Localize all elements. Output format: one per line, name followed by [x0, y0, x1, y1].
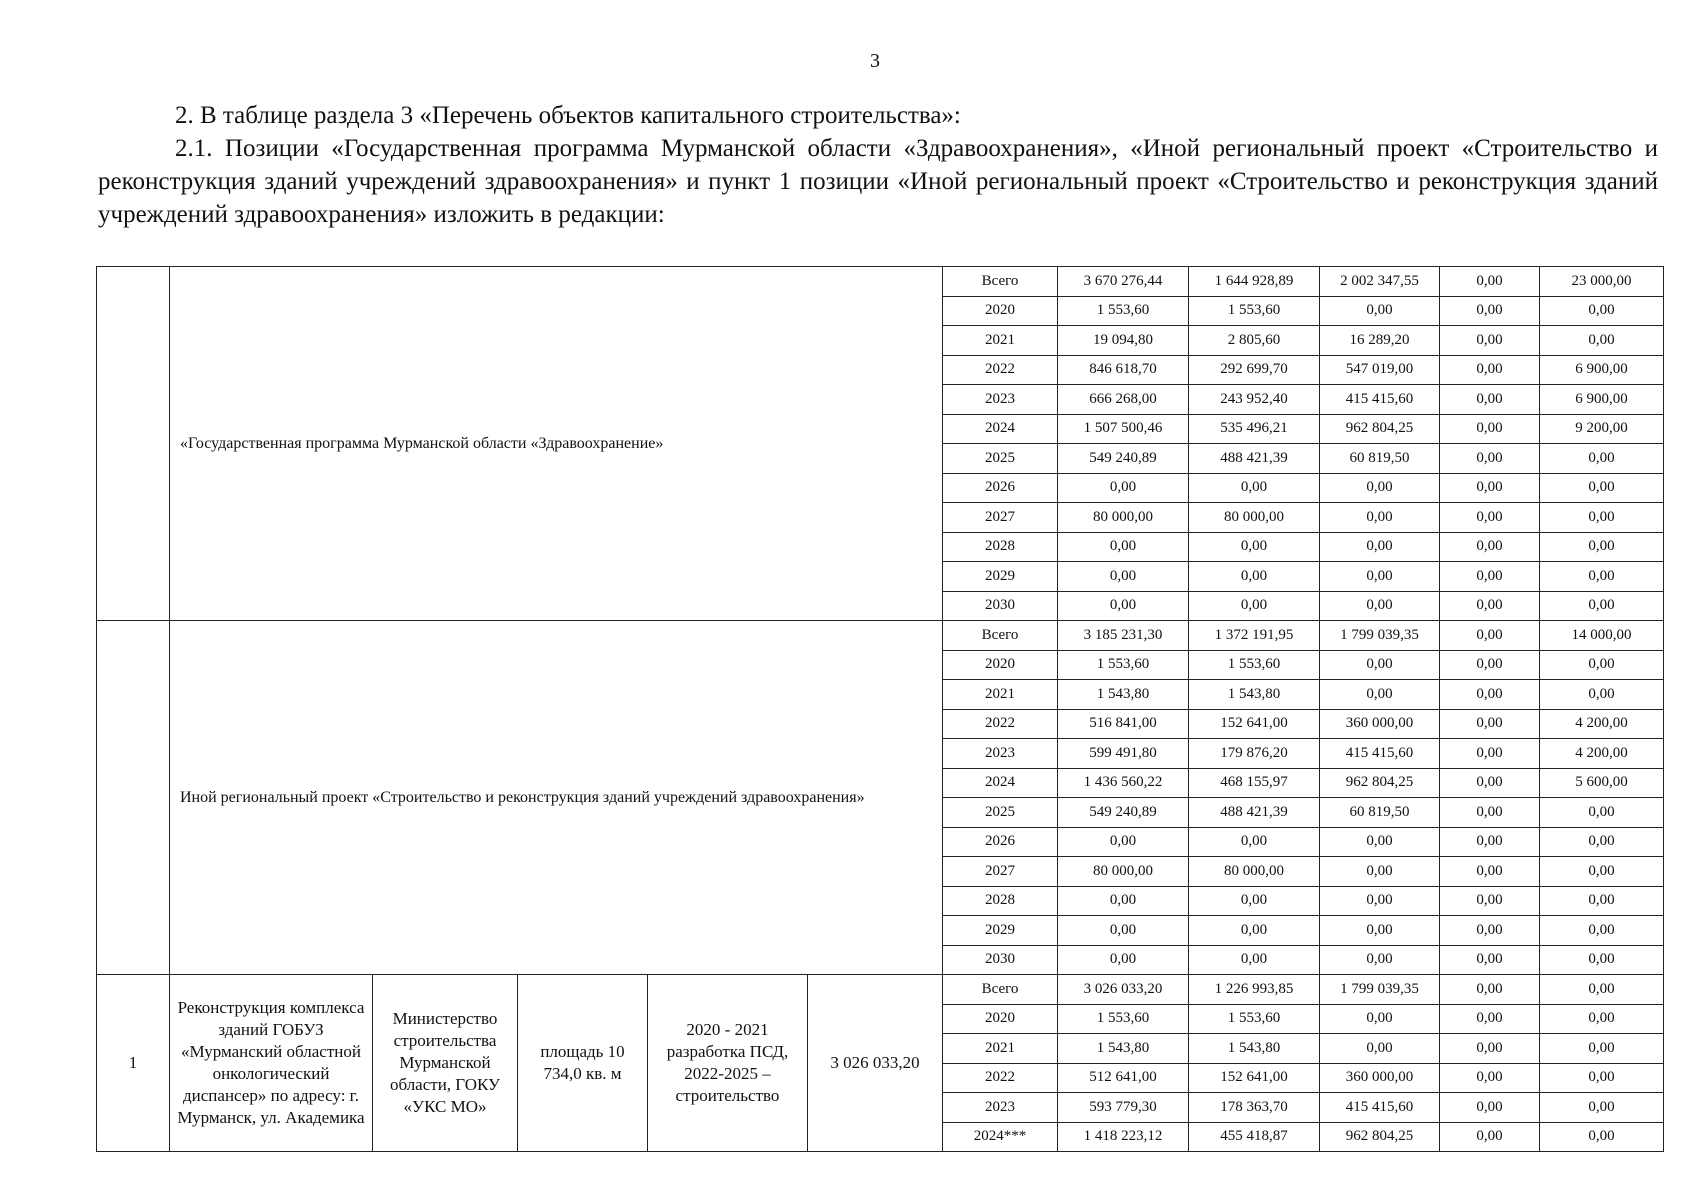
local-budget-cell: 0,00 — [1440, 857, 1540, 887]
extra-budget-cell: 0,00 — [1540, 503, 1664, 533]
total-cell: 1 436 560,22 — [1058, 768, 1189, 798]
regional-budget-cell: 16 289,20 — [1320, 326, 1440, 356]
object-name-cell: Реконструкция комплекса зданий ГОБУЗ «Мурманский областной онкологический диспансер» по адресу: г. Мурманск, ул. Академика — [170, 975, 373, 1152]
regional-budget-cell: 0,00 — [1320, 886, 1440, 916]
local-budget-cell: 0,00 — [1440, 532, 1540, 562]
federal-budget-cell: 0,00 — [1189, 562, 1320, 592]
year-cell: 2026 — [943, 473, 1058, 503]
regional-budget-cell: 0,00 — [1320, 1004, 1440, 1034]
year-cell: 2026 — [943, 827, 1058, 857]
regional-budget-cell: 0,00 — [1320, 827, 1440, 857]
federal-budget-cell: 178 363,70 — [1189, 1093, 1320, 1123]
regional-budget-cell: 415 415,60 — [1320, 1093, 1440, 1123]
page-number: 3 — [870, 50, 880, 72]
year-cell: 2030 — [943, 945, 1058, 975]
customer-cell: Министерство строительства Мурманской области, ГОКУ «УКС МО» — [373, 975, 518, 1152]
federal-budget-cell: 1 543,80 — [1189, 680, 1320, 710]
year-cell: 2022 — [943, 709, 1058, 739]
local-budget-cell: 0,00 — [1440, 591, 1540, 621]
federal-budget-cell: 243 952,40 — [1189, 385, 1320, 415]
federal-budget-cell: 0,00 — [1189, 473, 1320, 503]
total-cell: 19 094,80 — [1058, 326, 1189, 356]
paragraph-1: 2. В таблице раздела 3 «Перечень объектов капитального строительства»: — [175, 102, 961, 129]
regional-budget-cell: 1 799 039,35 — [1320, 975, 1440, 1005]
row-number-cell — [97, 267, 170, 621]
total-cell: 80 000,00 — [1058, 503, 1189, 533]
local-budget-cell: 0,00 — [1440, 1122, 1540, 1152]
federal-budget-cell: 1 644 928,89 — [1189, 267, 1320, 297]
federal-budget-cell: 488 421,39 — [1189, 798, 1320, 828]
year-cell: Всего — [943, 621, 1058, 651]
extra-budget-cell: 0,00 — [1540, 532, 1664, 562]
extra-budget-cell: 0,00 — [1540, 444, 1664, 474]
extra-budget-cell: 6 900,00 — [1540, 355, 1664, 385]
year-cell: 2028 — [943, 886, 1058, 916]
total-cell: 549 240,89 — [1058, 444, 1189, 474]
extra-budget-cell: 0,00 — [1540, 886, 1664, 916]
table-row — [97, 267, 1664, 297]
federal-budget-cell: 1 553,60 — [1189, 296, 1320, 326]
total-cell: 846 618,70 — [1058, 355, 1189, 385]
local-budget-cell: 0,00 — [1440, 886, 1540, 916]
capacity-cell: площадь 10 734,0 кв. м — [518, 975, 648, 1152]
year-cell: 2024 — [943, 414, 1058, 444]
total-cell: 512 641,00 — [1058, 1063, 1189, 1093]
federal-budget-cell: 2 805,60 — [1189, 326, 1320, 356]
table-row — [97, 621, 1664, 651]
regional-budget-cell: 0,00 — [1320, 473, 1440, 503]
total-cell: 549 240,89 — [1058, 798, 1189, 828]
year-cell: 2020 — [943, 296, 1058, 326]
row-number-cell — [97, 621, 170, 975]
federal-budget-cell: 468 155,97 — [1189, 768, 1320, 798]
total-cell: 1 553,60 — [1058, 296, 1189, 326]
federal-budget-cell: 535 496,21 — [1189, 414, 1320, 444]
local-budget-cell: 0,00 — [1440, 355, 1540, 385]
regional-budget-cell: 0,00 — [1320, 591, 1440, 621]
federal-budget-cell: 455 418,87 — [1189, 1122, 1320, 1152]
total-cell: 0,00 — [1058, 591, 1189, 621]
regional-budget-cell: 0,00 — [1320, 503, 1440, 533]
regional-budget-cell: 0,00 — [1320, 296, 1440, 326]
extra-budget-cell: 5 600,00 — [1540, 768, 1664, 798]
extra-budget-cell: 0,00 — [1540, 1122, 1664, 1152]
federal-budget-cell: 80 000,00 — [1189, 857, 1320, 887]
local-budget-cell: 0,00 — [1440, 473, 1540, 503]
regional-budget-cell: 962 804,25 — [1320, 768, 1440, 798]
year-cell: 2021 — [943, 1034, 1058, 1064]
federal-budget-cell: 1 543,80 — [1189, 1034, 1320, 1064]
year-cell: 2025 — [943, 798, 1058, 828]
regional-budget-cell: 1 799 039,35 — [1320, 621, 1440, 651]
total-cell: 1 543,80 — [1058, 1034, 1189, 1064]
extra-budget-cell: 6 900,00 — [1540, 385, 1664, 415]
regional-budget-cell: 415 415,60 — [1320, 739, 1440, 769]
year-cell: 2020 — [943, 1004, 1058, 1034]
local-budget-cell: 0,00 — [1440, 709, 1540, 739]
estimated-cost-cell: 3 026 033,20 — [808, 975, 943, 1152]
regional-budget-cell: 962 804,25 — [1320, 414, 1440, 444]
federal-budget-cell: 0,00 — [1189, 886, 1320, 916]
federal-budget-cell: 80 000,00 — [1189, 503, 1320, 533]
extra-budget-cell: 0,00 — [1540, 827, 1664, 857]
extra-budget-cell: 0,00 — [1540, 326, 1664, 356]
regional-budget-cell: 60 819,50 — [1320, 444, 1440, 474]
regional-budget-cell: 0,00 — [1320, 680, 1440, 710]
year-cell: 2020 — [943, 650, 1058, 680]
program-title-cell: Иной региональный проект «Строительство и реконструкция зданий учреждений здравоохранения» — [170, 621, 943, 975]
local-budget-cell: 0,00 — [1440, 1004, 1540, 1034]
extra-budget-cell: 9 200,00 — [1540, 414, 1664, 444]
regional-budget-cell: 547 019,00 — [1320, 355, 1440, 385]
year-cell: 2030 — [943, 591, 1058, 621]
extra-budget-cell: 0,00 — [1540, 296, 1664, 326]
total-cell: 3 185 231,30 — [1058, 621, 1189, 651]
extra-budget-cell: 0,00 — [1540, 680, 1664, 710]
total-cell: 1 543,80 — [1058, 680, 1189, 710]
extra-budget-cell: 0,00 — [1540, 1063, 1664, 1093]
year-cell: Всего — [943, 975, 1058, 1005]
extra-budget-cell: 0,00 — [1540, 650, 1664, 680]
extra-budget-cell: 0,00 — [1540, 798, 1664, 828]
regional-budget-cell: 360 000,00 — [1320, 1063, 1440, 1093]
extra-budget-cell: 0,00 — [1540, 1093, 1664, 1123]
regional-budget-cell: 0,00 — [1320, 857, 1440, 887]
year-cell: 2022 — [943, 355, 1058, 385]
local-budget-cell: 0,00 — [1440, 827, 1540, 857]
year-cell: 2024 — [943, 768, 1058, 798]
capital-construction-table — [96, 266, 1664, 1152]
regional-budget-cell: 0,00 — [1320, 945, 1440, 975]
item-number-cell: 1 — [97, 975, 170, 1152]
total-cell: 80 000,00 — [1058, 857, 1189, 887]
year-cell: 2025 — [943, 444, 1058, 474]
local-budget-cell: 0,00 — [1440, 326, 1540, 356]
federal-budget-cell: 152 641,00 — [1189, 709, 1320, 739]
local-budget-cell: 0,00 — [1440, 267, 1540, 297]
local-budget-cell: 0,00 — [1440, 975, 1540, 1005]
federal-budget-cell: 1 372 191,95 — [1189, 621, 1320, 651]
extra-budget-cell: 0,00 — [1540, 916, 1664, 946]
extra-budget-cell: 0,00 — [1540, 1004, 1664, 1034]
total-cell: 593 779,30 — [1058, 1093, 1189, 1123]
extra-budget-cell: 0,00 — [1540, 857, 1664, 887]
local-budget-cell: 0,00 — [1440, 739, 1540, 769]
local-budget-cell: 0,00 — [1440, 296, 1540, 326]
total-cell: 0,00 — [1058, 473, 1189, 503]
total-cell: 1 418 223,12 — [1058, 1122, 1189, 1152]
year-cell: 2028 — [943, 532, 1058, 562]
local-budget-cell: 0,00 — [1440, 621, 1540, 651]
regional-budget-cell: 360 000,00 — [1320, 709, 1440, 739]
federal-budget-cell: 152 641,00 — [1189, 1063, 1320, 1093]
total-cell: 0,00 — [1058, 945, 1189, 975]
extra-budget-cell: 0,00 — [1540, 1034, 1664, 1064]
federal-budget-cell: 0,00 — [1189, 916, 1320, 946]
local-budget-cell: 0,00 — [1440, 945, 1540, 975]
year-cell: 2027 — [943, 857, 1058, 887]
federal-budget-cell: 488 421,39 — [1189, 444, 1320, 474]
local-budget-cell: 0,00 — [1440, 1093, 1540, 1123]
total-cell: 599 491,80 — [1058, 739, 1189, 769]
regional-budget-cell: 0,00 — [1320, 562, 1440, 592]
year-cell: 2024*** — [943, 1122, 1058, 1152]
local-budget-cell: 0,00 — [1440, 562, 1540, 592]
local-budget-cell: 0,00 — [1440, 414, 1540, 444]
regional-budget-cell: 0,00 — [1320, 650, 1440, 680]
total-cell: 516 841,00 — [1058, 709, 1189, 739]
year-cell: 2021 — [943, 326, 1058, 356]
total-cell: 0,00 — [1058, 532, 1189, 562]
local-budget-cell: 0,00 — [1440, 798, 1540, 828]
local-budget-cell: 0,00 — [1440, 768, 1540, 798]
federal-budget-cell: 179 876,20 — [1189, 739, 1320, 769]
regional-budget-cell: 415 415,60 — [1320, 385, 1440, 415]
total-cell: 666 268,00 — [1058, 385, 1189, 415]
extra-budget-cell: 0,00 — [1540, 975, 1664, 1005]
year-cell: 2029 — [943, 562, 1058, 592]
year-cell: Всего — [943, 267, 1058, 297]
extra-budget-cell: 23 000,00 — [1540, 267, 1664, 297]
period-cell: 2020 - 2021 разработка ПСД, 2022-2025 – строительство — [648, 975, 808, 1152]
total-cell: 1 507 500,46 — [1058, 414, 1189, 444]
local-budget-cell: 0,00 — [1440, 503, 1540, 533]
federal-budget-cell: 0,00 — [1189, 532, 1320, 562]
year-cell: 2029 — [943, 916, 1058, 946]
extra-budget-cell: 4 200,00 — [1540, 739, 1664, 769]
local-budget-cell: 0,00 — [1440, 650, 1540, 680]
federal-budget-cell: 292 699,70 — [1189, 355, 1320, 385]
federal-budget-cell: 1 226 993,85 — [1189, 975, 1320, 1005]
federal-budget-cell: 0,00 — [1189, 591, 1320, 621]
total-cell: 0,00 — [1058, 827, 1189, 857]
federal-budget-cell: 1 553,60 — [1189, 650, 1320, 680]
total-cell: 1 553,60 — [1058, 1004, 1189, 1034]
program-title-cell: «Государственная программа Мурманской области «Здравоохранение» — [170, 267, 943, 621]
total-cell: 0,00 — [1058, 916, 1189, 946]
local-budget-cell: 0,00 — [1440, 1063, 1540, 1093]
regional-budget-cell: 0,00 — [1320, 1034, 1440, 1064]
year-cell: 2023 — [943, 385, 1058, 415]
total-cell: 0,00 — [1058, 562, 1189, 592]
local-budget-cell: 0,00 — [1440, 916, 1540, 946]
total-cell: 1 553,60 — [1058, 650, 1189, 680]
extra-budget-cell: 4 200,00 — [1540, 709, 1664, 739]
year-cell: 2023 — [943, 1093, 1058, 1123]
paragraph-2: 2.1. Позиции «Государственная программа Мурманской области «Здравоохранения», «Иной региональный проект «Строительство и реконструкция зданий учреждений здравоохранения» и пункт 1 позиции «Иной региональный проект «Строительство и реконструкция зданий учреждений здравоохранения» изложить в редакции: — [98, 135, 1658, 228]
federal-budget-cell: 0,00 — [1189, 827, 1320, 857]
regional-budget-cell: 2 002 347,55 — [1320, 267, 1440, 297]
regional-budget-cell: 60 819,50 — [1320, 798, 1440, 828]
extra-budget-cell: 0,00 — [1540, 562, 1664, 592]
extra-budget-cell: 0,00 — [1540, 473, 1664, 503]
extra-budget-cell: 0,00 — [1540, 945, 1664, 975]
year-cell: 2021 — [943, 680, 1058, 710]
local-budget-cell: 0,00 — [1440, 680, 1540, 710]
local-budget-cell: 0,00 — [1440, 1034, 1540, 1064]
federal-budget-cell: 1 553,60 — [1189, 1004, 1320, 1034]
total-cell: 0,00 — [1058, 886, 1189, 916]
federal-budget-cell: 0,00 — [1189, 945, 1320, 975]
total-cell: 3 026 033,20 — [1058, 975, 1189, 1005]
table-row — [97, 975, 1664, 1005]
local-budget-cell: 0,00 — [1440, 385, 1540, 415]
year-cell: 2023 — [943, 739, 1058, 769]
regional-budget-cell: 962 804,25 — [1320, 1122, 1440, 1152]
extra-budget-cell: 14 000,00 — [1540, 621, 1664, 651]
regional-budget-cell: 0,00 — [1320, 532, 1440, 562]
regional-budget-cell: 0,00 — [1320, 916, 1440, 946]
year-cell: 2022 — [943, 1063, 1058, 1093]
year-cell: 2027 — [943, 503, 1058, 533]
local-budget-cell: 0,00 — [1440, 444, 1540, 474]
total-cell: 3 670 276,44 — [1058, 267, 1189, 297]
extra-budget-cell: 0,00 — [1540, 591, 1664, 621]
